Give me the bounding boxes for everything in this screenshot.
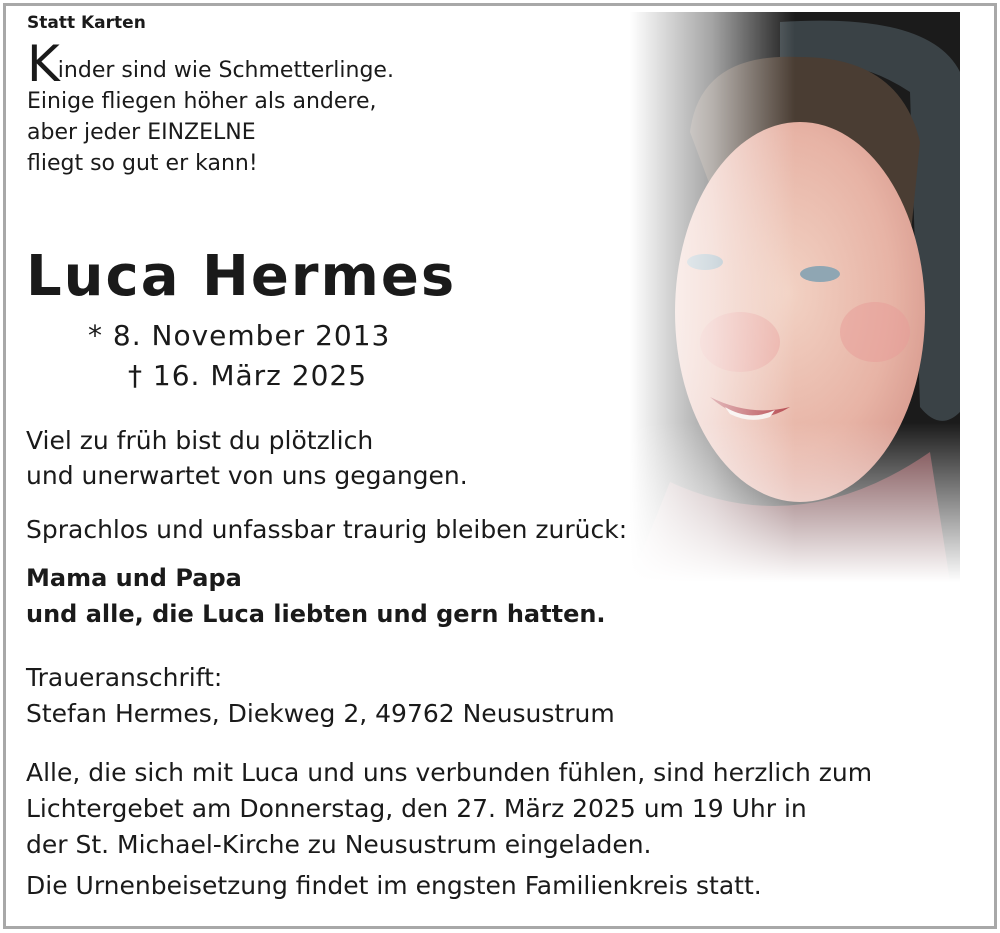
urn-burial-note: Die Urnenbeisetzung findet im engsten Familienkreis statt. bbox=[26, 871, 762, 900]
invitation-line-2: Lichtergebet am Donnerstag, den 27. März 2025 um 19 Uhr in bbox=[26, 794, 807, 823]
portrait-photo bbox=[630, 12, 960, 582]
quote-line-1: inder sind wie Schmetterlinge. bbox=[57, 58, 394, 83]
mourners-intro: Sprachlos und unfassbar traurig bleiben zurück: bbox=[26, 515, 628, 544]
statt-karten-label: Statt Karten bbox=[27, 13, 146, 33]
prayer-invitation bbox=[26, 755, 872, 863]
invitation-line-3: der St. Michael-Kirche zu Neusustrum eingeladen. bbox=[26, 830, 652, 859]
family-line-2: und alle, die Luca liebten und gern hatten. bbox=[26, 600, 606, 628]
quote-line-2: Einige fliegen höher als andere, bbox=[27, 89, 377, 114]
farewell-text bbox=[26, 423, 468, 493]
quote-line-3: aber jeder EINZELNE bbox=[27, 120, 256, 145]
birth-date: * 8. November 2013 bbox=[88, 319, 391, 352]
poem-quote bbox=[27, 35, 394, 179]
farewell-line-1: Viel zu früh bist du plötzlich bbox=[26, 426, 374, 455]
family-names bbox=[26, 560, 606, 632]
farewell-line-2: und unerwartet von uns gegangen. bbox=[26, 461, 468, 490]
mourning-address bbox=[26, 660, 615, 732]
address-label: Traueranschrift: bbox=[26, 663, 223, 692]
address-value: Stefan Hermes, Diekweg 2, 49762 Neusustrum bbox=[26, 699, 615, 728]
drop-cap: K bbox=[27, 35, 60, 93]
invitation-line-1: Alle, die sich mit Luca und uns verbunden fühlen, sind herzlich zum bbox=[26, 758, 873, 787]
quote-line-4: fliegt so gut er kann! bbox=[27, 151, 258, 176]
death-date: † 16. März 2025 bbox=[128, 359, 368, 392]
family-line-1: Mama und Papa bbox=[26, 564, 242, 592]
deceased-name: Luca Hermes bbox=[26, 244, 457, 309]
